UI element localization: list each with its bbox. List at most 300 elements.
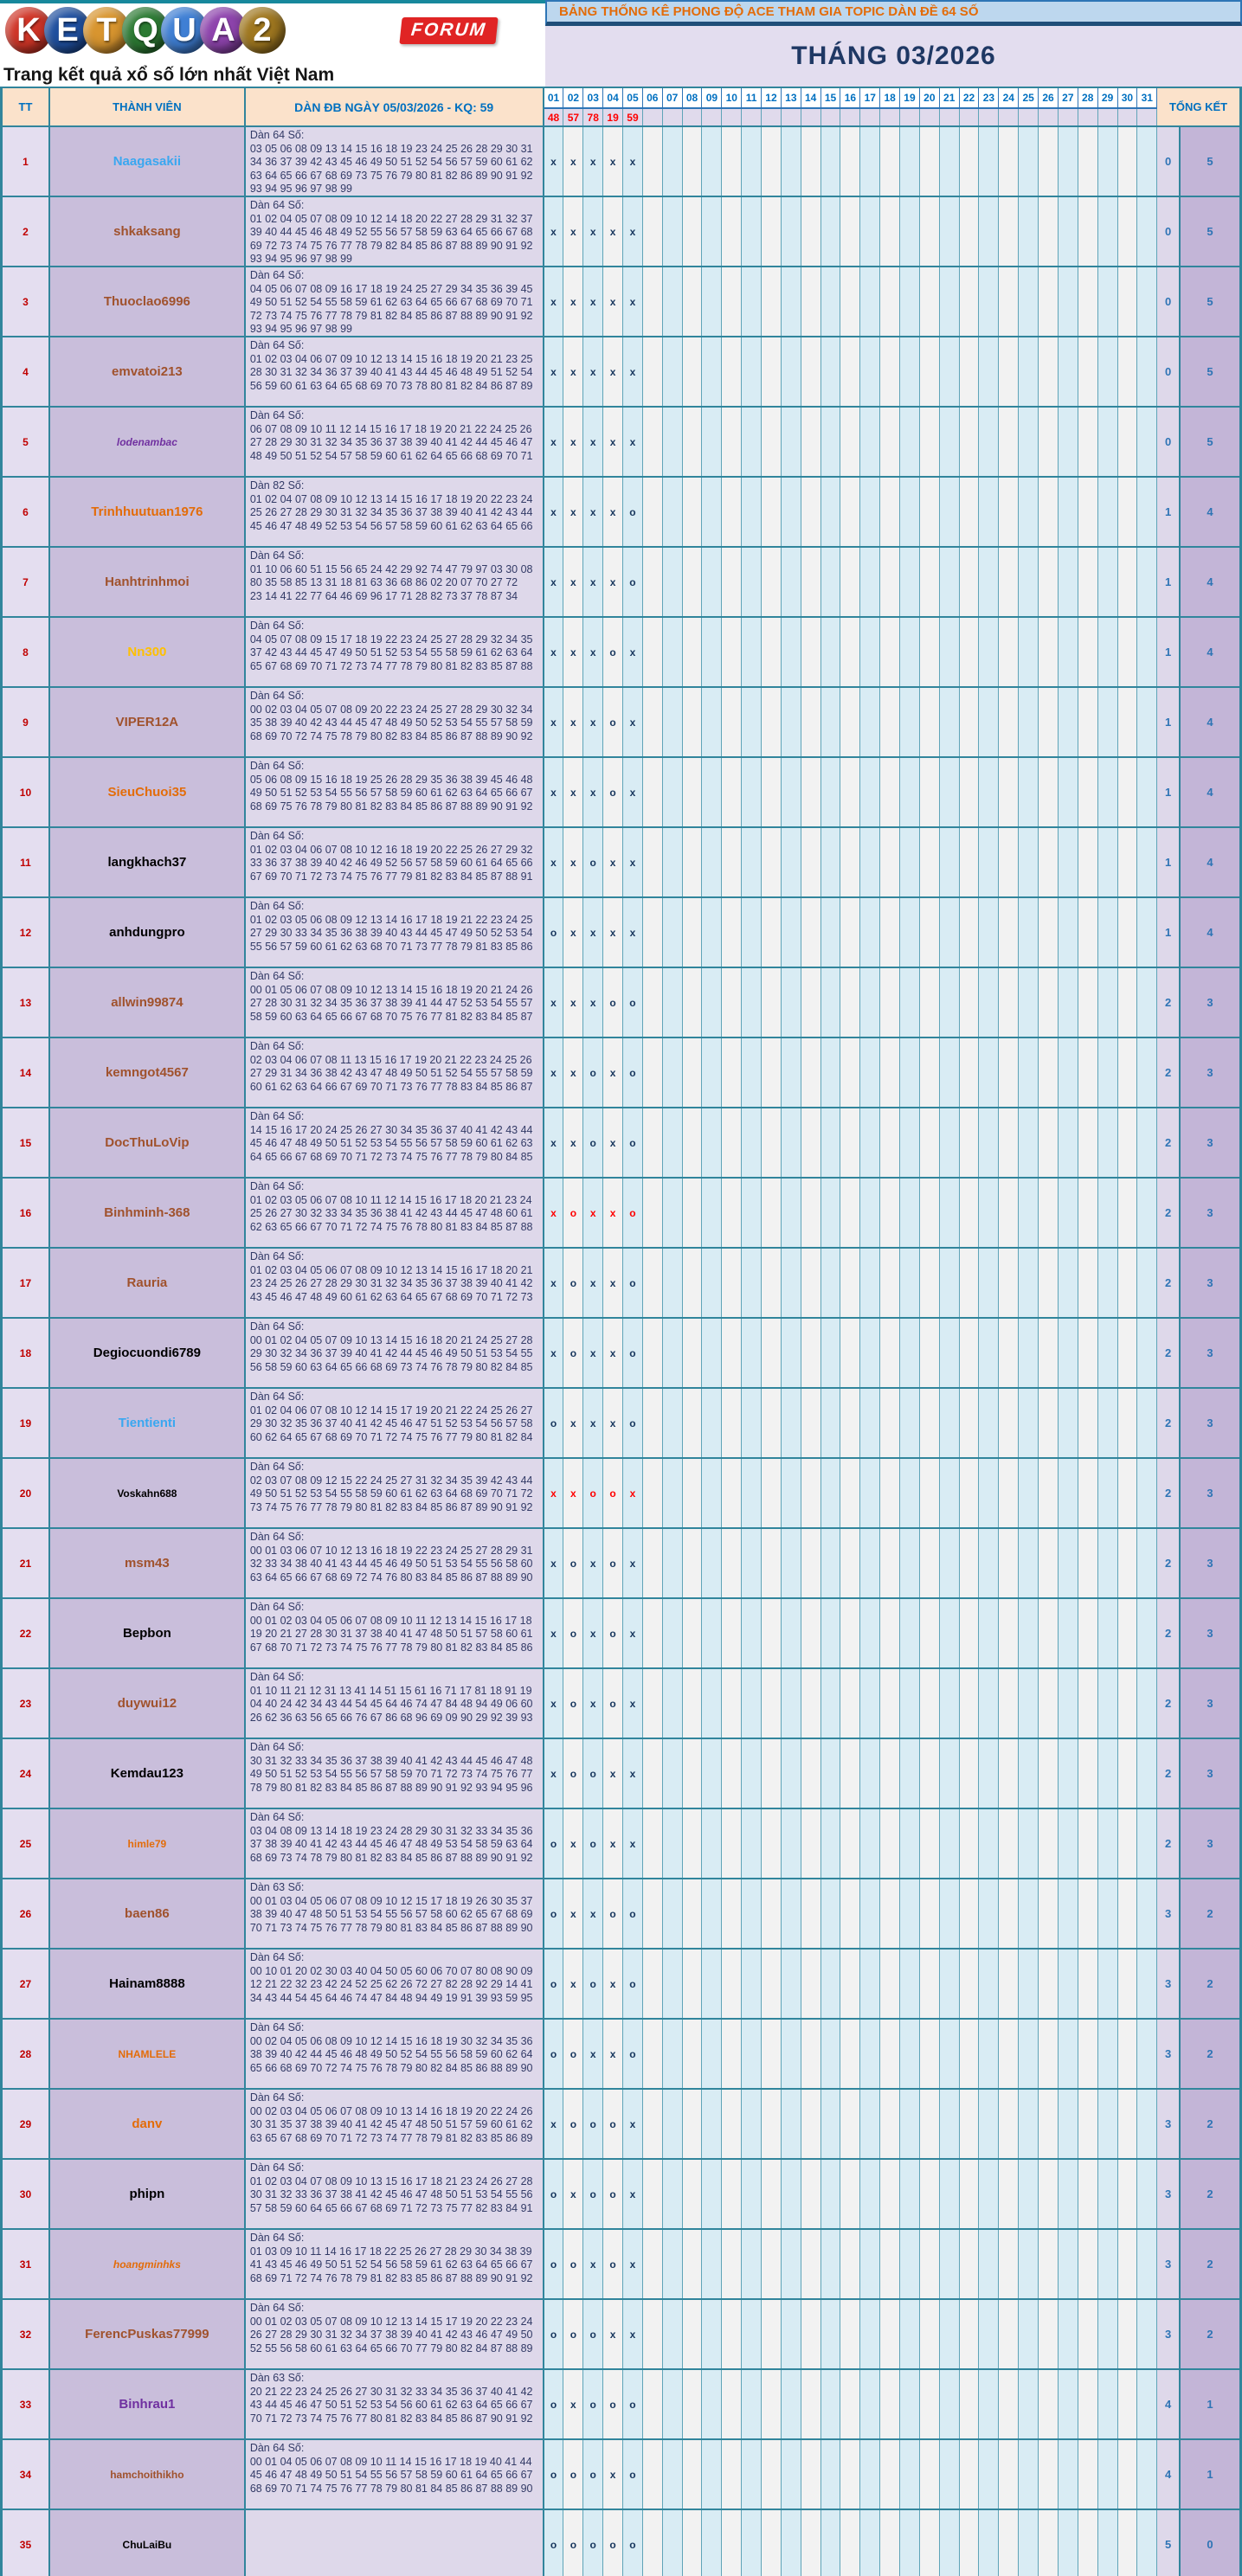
day-marks (544, 1669, 1158, 1738)
day-mark-cell (643, 2300, 663, 2368)
day-mark-cell (1059, 1389, 1078, 1457)
member-name[interactable]: duywui12 (50, 1669, 246, 1738)
total-wins: 1 (1157, 688, 1181, 756)
member-name[interactable]: danv (50, 2090, 246, 2158)
day-mark-cell (742, 688, 762, 756)
day-mark-cell (900, 1739, 920, 1808)
dan-label: Dàn 64 Số: (249, 830, 305, 842)
day-mark-cell (1078, 1809, 1098, 1878)
dan-numbers-line: 29 30 32 34 36 37 39 40 41 42 44 45 46 49 50 51 53 54 55 (249, 1347, 533, 1359)
day-mark-cell (960, 1950, 980, 2018)
day-mark-cell (840, 618, 860, 686)
member-name[interactable]: anhdungpro (50, 898, 246, 967)
day-mark-cell (762, 828, 782, 896)
day-mark-cell (742, 1529, 762, 1597)
table-row (3, 1249, 1239, 1319)
total-losses: 3 (1181, 1179, 1239, 1247)
day-mark-cell (920, 2160, 940, 2228)
day-mark-cell (979, 1108, 999, 1177)
dan-numbers (246, 2160, 544, 2228)
total-losses: 5 (1181, 197, 1239, 266)
member-name[interactable]: Naagasakii (50, 127, 246, 196)
day-mark-cell (742, 2300, 762, 2368)
day-mark-cell: o (563, 1669, 583, 1738)
day-mark-cell (900, 2090, 920, 2158)
day-mark-cell (860, 337, 880, 406)
day-mark-cell (1078, 2510, 1098, 2576)
day-marks (544, 1809, 1158, 1878)
dan-numbers-line: 02 03 07 08 09 12 15 22 24 25 27 31 32 34 35 39 42 43 44 (249, 1474, 533, 1487)
day-mark-cell (762, 337, 782, 406)
member-name[interactable]: Voskahn688 (50, 1459, 246, 1527)
day-mark-cell (643, 688, 663, 756)
table-row (3, 758, 1239, 828)
day-mark-cell (702, 898, 722, 967)
day-mark-cell (920, 2370, 940, 2438)
total-losses: 3 (1181, 1669, 1239, 1738)
table-row (3, 1599, 1239, 1669)
day-mark-cell (683, 337, 703, 406)
day-mark-cell (821, 968, 841, 1037)
day-mark-cell: o (603, 2230, 623, 2298)
day-mark-cell (999, 267, 1019, 336)
day-mark-cell (1039, 127, 1059, 196)
member-name[interactable]: Degiocuondi6789 (50, 1319, 246, 1387)
day-mark-cell (663, 968, 683, 1037)
day-mark-cell (880, 1108, 900, 1177)
day-result-11 (742, 109, 762, 125)
table-row (3, 1529, 1239, 1599)
day-mark-cell: x (603, 1809, 623, 1878)
member-name[interactable]: ChuLaiBu (50, 2510, 246, 2576)
day-mark-cell (1039, 1669, 1059, 1738)
day-mark-cell (1019, 1319, 1039, 1387)
day-mark-cell: o (544, 1879, 564, 1948)
day-mark-cell (801, 1669, 821, 1738)
dan-numbers-line: 06 07 08 09 10 11 12 14 15 16 17 18 19 20 21 22 24 25 26 (249, 422, 532, 435)
member-name[interactable]: hamchoithikho (50, 2440, 246, 2509)
day-mark-cell (1118, 127, 1138, 196)
member-name[interactable]: Binhminh-368 (50, 1179, 246, 1247)
day-mark-cell (1078, 1389, 1098, 1457)
day-mark-cell (880, 1459, 900, 1527)
member-name[interactable]: Rauria (50, 1249, 246, 1317)
day-mark-cell (999, 1389, 1019, 1457)
day-mark-cell (801, 2090, 821, 2158)
member-name[interactable]: VIPER12A (50, 688, 246, 756)
member-name[interactable]: emvatoi213 (50, 337, 246, 406)
stats-banner-title: BẢNG THỐNG KÊ PHONG ĐỘ ACE THAM GIA TOPIC DÀN ĐỀ 64 SỐ (545, 0, 1242, 26)
dan-numbers (246, 2440, 544, 2509)
day-mark-cell (782, 2370, 801, 2438)
day-mark-cell (1137, 2510, 1157, 2576)
dan-numbers-line: 63 65 67 68 69 70 71 72 73 74 77 78 79 81 82 83 85 86 89 (249, 2131, 533, 2144)
member-name[interactable]: Binhrau1 (50, 2370, 246, 2438)
day-mark-cell (722, 2370, 742, 2438)
day-mark-cell: x (623, 408, 643, 476)
day-mark-cell (999, 968, 1019, 1037)
day-mark-cell: x (583, 688, 603, 756)
day-marks (544, 618, 1158, 686)
day-mark-cell (1059, 1739, 1078, 1808)
member-name[interactable]: Tientienti (50, 1389, 246, 1457)
day-mark-cell: o (544, 2300, 564, 2368)
day-mark-cell (979, 2020, 999, 2088)
day-mark-cell: x (563, 408, 583, 476)
day-mark-cell (1078, 2020, 1098, 2088)
day-mark-cell (782, 1389, 801, 1457)
day-mark-cell (801, 267, 821, 336)
day-mark-cell (920, 1669, 940, 1738)
day-mark-cell (1039, 2510, 1059, 2576)
day-mark-cell: x (583, 2230, 603, 2298)
member-name[interactable]: hoangminhks (50, 2230, 246, 2298)
day-mark-cell (840, 127, 860, 196)
day-mark-cell (900, 408, 920, 476)
day-mark-cell (782, 1038, 801, 1107)
day-mark-cell (1078, 758, 1098, 826)
day-mark-cell (860, 1739, 880, 1808)
day-mark-cell: o (563, 1179, 583, 1247)
day-mark-cell (979, 2370, 999, 2438)
day-mark-cell (1098, 1599, 1118, 1667)
day-mark-cell (900, 758, 920, 826)
day-mark-cell (722, 1389, 742, 1457)
day-mark-cell (702, 2300, 722, 2368)
day-mark-cell (999, 1599, 1019, 1667)
member-name[interactable]: allwin99874 (50, 968, 246, 1037)
day-mark-cell (1059, 2230, 1078, 2298)
day-mark-cell (1059, 1108, 1078, 1177)
day-result-22 (960, 109, 980, 125)
day-mark-cell (840, 2300, 860, 2368)
day-header-06: 06 (643, 88, 663, 107)
day-mark-cell: o (544, 898, 564, 967)
day-mark-cell (1019, 548, 1039, 616)
day-mark-cell (683, 2020, 703, 2088)
day-mark-cell (860, 2160, 880, 2228)
day-mark-cell (1098, 1038, 1118, 1107)
day-mark-cell (860, 1108, 880, 1177)
total-wins: 3 (1157, 1879, 1181, 1948)
day-mark-cell (940, 197, 960, 266)
day-mark-cell: x (544, 267, 564, 336)
day-mark-cell (1039, 267, 1059, 336)
day-mark-cell (663, 2440, 683, 2509)
member-name[interactable]: kemngot4567 (50, 1038, 246, 1107)
day-mark-cell (860, 2510, 880, 2576)
day-mark-cell (960, 1669, 980, 1738)
day-mark-cell (742, 828, 762, 896)
day-mark-cell (722, 478, 742, 546)
total-losses: 3 (1181, 1459, 1239, 1527)
day-mark-cell (1118, 1529, 1138, 1597)
day-mark-cell (860, 1529, 880, 1597)
day-mark-cell (1059, 1319, 1078, 1387)
day-mark-cell: x (603, 197, 623, 266)
day-marks (544, 478, 1158, 546)
day-mark-cell (920, 1599, 940, 1667)
day-mark-cell (762, 1179, 782, 1247)
day-mark-cell: x (563, 1459, 583, 1527)
member-name[interactable]: himle79 (50, 1809, 246, 1878)
dan-numbers-line: 41 43 45 46 49 50 51 52 54 56 58 59 61 62 63 64 65 66 67 (249, 2258, 533, 2271)
dan-numbers-line: 00 10 01 20 02 30 03 40 04 50 05 60 06 70 07 80 08 90 09 (249, 1964, 533, 1977)
day-mark-cell (1137, 1529, 1157, 1597)
dan-numbers-line: 68 69 75 76 78 79 80 81 82 83 84 85 86 87 88 89 90 91 92 (249, 800, 533, 813)
day-mark-cell (979, 2090, 999, 2158)
day-result-23 (979, 109, 999, 125)
member-name[interactable]: Nn300 (50, 618, 246, 686)
day-mark-cell (940, 1389, 960, 1457)
dan-label: Dàn 64 Số: (249, 620, 305, 632)
member-name[interactable]: SieuChuoi35 (50, 758, 246, 826)
dan-label: Dàn 64 Số: (249, 129, 305, 141)
day-mark-cell: o (583, 1739, 603, 1808)
member-name[interactable]: baen86 (50, 1879, 246, 1948)
day-mark-cell (920, 1389, 940, 1457)
day-mark-cell (860, 1319, 880, 1387)
day-mark-cell (742, 337, 762, 406)
day-mark-cell (1137, 1950, 1157, 2018)
day-mark-cell (900, 267, 920, 336)
day-mark-cell: x (603, 548, 623, 616)
row-index: 2 (3, 197, 50, 266)
dan-numbers-line: 02 03 04 06 07 08 11 13 15 16 17 19 20 21 22 23 24 25 26 (249, 1053, 532, 1066)
dan-numbers-line: 00 01 04 05 06 07 08 09 10 11 14 15 16 17 18 19 40 41 44 (249, 2455, 532, 2468)
day-mark-cell (960, 968, 980, 1037)
row-index: 32 (3, 2300, 50, 2368)
day-mark-cell (1098, 1669, 1118, 1738)
day-mark-cell: o (623, 2370, 643, 2438)
day-mark-cell (1098, 618, 1118, 686)
day-mark-cell (683, 1179, 703, 1247)
day-mark-cell (821, 1599, 841, 1667)
day-mark-cell (1039, 618, 1059, 686)
day-mark-cell (722, 267, 742, 336)
day-mark-cell (801, 197, 821, 266)
member-name[interactable]: Hanhtrinhmoi (50, 548, 246, 616)
member-name[interactable]: Trinhhuutuan1976 (50, 478, 246, 546)
day-mark-cell (1118, 758, 1138, 826)
day-mark-cell (742, 2090, 762, 2158)
day-mark-cell (1078, 1739, 1098, 1808)
day-mark-cell (940, 127, 960, 196)
day-mark-cell: x (583, 127, 603, 196)
dan-numbers-line: 14 15 16 17 20 24 25 26 27 30 34 35 36 37 40 41 42 43 44 (249, 1123, 533, 1136)
day-mark-cell: x (563, 548, 583, 616)
dan-numbers-line: 01 02 04 06 07 08 10 12 14 15 17 19 20 21 22 24 25 26 27 (249, 1404, 533, 1416)
member-name[interactable]: phipn (50, 2160, 246, 2228)
day-mark-cell (880, 408, 900, 476)
day-mark-cell (1098, 1950, 1118, 2018)
total-losses: 4 (1181, 828, 1239, 896)
day-mark-cell (1098, 1529, 1118, 1597)
day-mark-cell (801, 2020, 821, 2088)
day-mark-cell (860, 1389, 880, 1457)
day-mark-cell: x (623, 2300, 643, 2368)
day-mark-cell: x (563, 618, 583, 686)
day-mark-cell (801, 2440, 821, 2509)
day-mark-cell (840, 408, 860, 476)
day-mark-cell (840, 1879, 860, 1948)
day-mark-cell (979, 2300, 999, 2368)
day-mark-cell (742, 1879, 762, 1948)
member-name[interactable]: FerencPuskas77999 (50, 2300, 246, 2368)
total-losses: 3 (1181, 968, 1239, 1037)
day-mark-cell (1137, 828, 1157, 896)
day-mark-cell (1137, 1879, 1157, 1948)
day-mark-cell (1039, 1879, 1059, 1948)
dan-numbers-line: 25 26 27 28 29 30 31 32 34 35 36 37 38 39 40 41 42 43 44 (249, 506, 533, 518)
dan-numbers-line: 55 56 57 59 60 61 62 63 68 70 71 73 77 78 79 81 83 85 86 (249, 940, 533, 953)
day-mark-cell (801, 618, 821, 686)
table-row (3, 1038, 1239, 1108)
member-name[interactable]: Thuoclao6996 (50, 267, 246, 336)
day-mark-cell (1039, 1389, 1059, 1457)
day-mark-cell (1118, 618, 1138, 686)
dan-numbers-line: 73 74 75 76 77 78 79 80 81 82 83 84 85 86 87 89 90 91 92 (249, 1500, 533, 1513)
day-mark-cell (821, 1249, 841, 1317)
day-marks (544, 1389, 1158, 1457)
total-losses: 2 (1181, 2160, 1239, 2228)
dan-numbers-line: 58 59 60 63 64 65 66 67 68 70 75 76 77 81 82 83 84 85 87 (249, 1010, 533, 1023)
site-logo[interactable] (0, 0, 545, 87)
day-mark-cell (860, 828, 880, 896)
member-name[interactable]: Hainam8888 (50, 1950, 246, 2018)
day-mark-cell: x (623, 2090, 643, 2158)
day-mark-cell (1078, 1319, 1098, 1387)
day-mark-cell (979, 898, 999, 967)
day-mark-cell (880, 2510, 900, 2576)
member-name[interactable]: shkaksang (50, 197, 246, 266)
total-losses: 4 (1181, 478, 1239, 546)
day-mark-cell (1137, 1319, 1157, 1387)
day-mark-cell (920, 2510, 940, 2576)
day-mark-cell (979, 548, 999, 616)
logo-letter: T (83, 7, 130, 54)
dan-numbers-line: 01 10 06 60 51 15 56 65 24 42 29 92 74 47 79 97 03 30 08 (249, 562, 533, 575)
day-mark-cell (1098, 1179, 1118, 1247)
dan-numbers-line: 01 02 04 07 08 09 10 12 13 14 15 16 17 18 19 20 22 23 24 (249, 492, 533, 505)
day-mark-cell (1039, 408, 1059, 476)
day-mark-cell (920, 408, 940, 476)
day-marks (544, 197, 1158, 266)
day-mark-cell (979, 197, 999, 266)
day-mark-cell (920, 688, 940, 756)
member-name[interactable]: Bepbon (50, 1599, 246, 1667)
day-mark-cell (1039, 1459, 1059, 1527)
day-mark-cell (960, 1529, 980, 1597)
member-name[interactable]: DocThuLoVip (50, 1108, 246, 1177)
day-mark-cell (999, 898, 1019, 967)
day-mark-cell (1019, 478, 1039, 546)
day-mark-cell (643, 1669, 663, 1738)
member-name[interactable]: msm43 (50, 1529, 246, 1597)
day-mark-cell: x (623, 127, 643, 196)
day-mark-cell (840, 688, 860, 756)
day-mark-cell (920, 758, 940, 826)
member-name[interactable]: Kemdau123 (50, 1739, 246, 1808)
dan-numbers (246, 898, 544, 967)
day-mark-cell (821, 127, 841, 196)
table-row (3, 688, 1239, 758)
day-mark-cell: x (563, 1879, 583, 1948)
dan-numbers-line: 56 59 60 61 63 64 65 68 69 70 73 78 80 81 82 84 86 87 89 (249, 379, 533, 392)
day-mark-cell (840, 2160, 860, 2228)
total-losses: 5 (1181, 127, 1239, 196)
day-mark-cell (940, 2160, 960, 2228)
day-header-07: 07 (663, 88, 683, 107)
day-mark-cell (742, 1249, 762, 1317)
dan-numbers-line: 00 01 02 03 04 05 06 07 08 09 10 11 12 13 14 15 16 17 18 (249, 1614, 532, 1627)
day-mark-cell (1098, 1249, 1118, 1317)
dan-numbers-line: 35 38 39 40 42 43 44 45 47 48 49 50 52 53 54 55 57 58 59 (249, 716, 533, 729)
member-name[interactable]: NHAMLELE (50, 2020, 246, 2088)
day-mark-cell (940, 1599, 960, 1667)
day-mark-cell: x (544, 1319, 564, 1387)
day-result-08 (683, 109, 703, 125)
dan-numbers (246, 1809, 544, 1878)
day-mark-cell: o (563, 2440, 583, 2509)
dan-numbers (246, 1739, 544, 1808)
day-mark-cell (999, 618, 1019, 686)
day-mark-cell (940, 828, 960, 896)
day-mark-cell (702, 1179, 722, 1247)
day-mark-cell (663, 1669, 683, 1738)
day-mark-cell (1098, 758, 1118, 826)
day-mark-cell (1098, 548, 1118, 616)
day-mark-cell (821, 1809, 841, 1878)
day-mark-cell: o (544, 2020, 564, 2088)
member-name[interactable]: langkhach37 (50, 828, 246, 896)
row-index: 6 (3, 478, 50, 546)
day-mark-cell (643, 267, 663, 336)
table-row (3, 2230, 1239, 2300)
col-header-total: TỔNG KẾT (1157, 88, 1239, 125)
day-mark-cell (880, 548, 900, 616)
day-mark-cell (979, 1809, 999, 1878)
day-mark-cell: x (623, 1739, 643, 1808)
day-mark-cell (999, 408, 1019, 476)
dan-numbers-line: 69 72 73 74 75 76 77 78 79 82 84 85 86 87 88 89 90 91 92 (249, 239, 533, 252)
day-mark-cell (840, 1249, 860, 1317)
day-mark-cell (960, 1599, 980, 1667)
day-mark-cell (1019, 267, 1039, 336)
day-mark-cell: x (603, 1249, 623, 1317)
day-mark-cell (1059, 1038, 1078, 1107)
day-mark-cell (880, 267, 900, 336)
day-mark-cell (683, 478, 703, 546)
day-mark-cell (1137, 1038, 1157, 1107)
row-index: 15 (3, 1108, 50, 1177)
day-mark-cell (840, 1599, 860, 1667)
day-mark-cell: x (623, 1669, 643, 1738)
member-name[interactable]: lodenambac (50, 408, 246, 476)
day-mark-cell (840, 2090, 860, 2158)
day-mark-cell: x (603, 1739, 623, 1808)
day-mark-cell (1098, 197, 1118, 266)
table-row (3, 197, 1239, 267)
total-losses: 5 (1181, 267, 1239, 336)
day-mark-cell (880, 2230, 900, 2298)
day-result-06 (643, 109, 663, 125)
dan-numbers (246, 2090, 544, 2158)
day-mark-cell (1098, 828, 1118, 896)
day-mark-cell (762, 2300, 782, 2368)
day-mark-cell (762, 1459, 782, 1527)
day-mark-cell (801, 758, 821, 826)
